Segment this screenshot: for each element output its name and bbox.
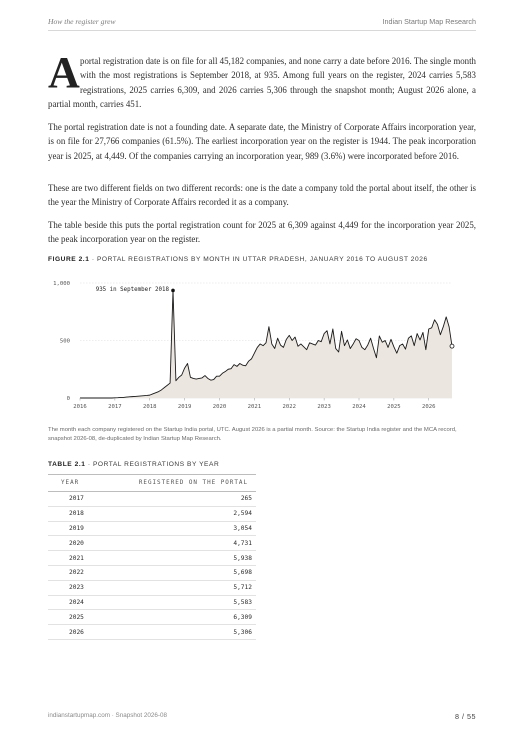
drop-cap: A <box>48 48 80 97</box>
figure-caption: The month each company registered on the Startup India portal, UTC. August 2026 is a partial month. Source: the Startup India register and the MCA record, snapshot 2026-08, de-duplicated by Indian Startup Map Research. <box>48 427 457 443</box>
table-row <box>48 565 256 580</box>
x-tick-label: 2026 <box>422 404 436 410</box>
chart-svg <box>48 272 476 420</box>
cell-year: 2026 <box>48 625 97 640</box>
x-tick-label: 2024 <box>352 404 366 410</box>
partial-month-marker <box>450 344 454 348</box>
cell-registered: 5,583 <box>97 595 256 610</box>
cell-registered: 5,698 <box>97 565 256 580</box>
cell-registered: 4,731 <box>97 536 256 551</box>
running-head-title: How the register grew <box>48 17 116 26</box>
x-tick-label: 2022 <box>282 404 296 410</box>
x-tick-label: 2021 <box>247 404 262 410</box>
y-tick-label: 0 <box>66 396 70 402</box>
cell-year: 2023 <box>48 580 97 595</box>
paragraph-1-text: portal registration date is on file for all 45,182 companies, and none carry a date before 2016. The single month with the most registrations is September 2018, at 935. Among full years on the register, 2024 carries 5,583 registrations, 2025 carries 6,309, and 2026 carries 5,306 through the snapshot month; August 2026 alone, a partial month, carries 451. <box>48 56 476 109</box>
paragraph-2: The portal registration date is not a founding date. A separate date, the Ministry of Corporate Affairs incorporation year, is on file for 27,766 companies (61.5%). The earliest incorporation year on the register is 1944. The peak incorporation year is 2025, at 4,449. Of the companies carrying an incorporation year, 989 (3.6%) were incorporated before 2016. <box>48 122 476 161</box>
table-row <box>48 521 256 536</box>
page-footer <box>48 712 476 721</box>
table-row <box>48 580 256 595</box>
table-row <box>48 551 256 566</box>
page-number: 8 / 55 <box>455 712 476 721</box>
table-label <box>48 461 219 468</box>
header-rule <box>48 30 476 31</box>
x-tick-label: 2019 <box>177 404 192 410</box>
y-tick-label: 1,000 <box>53 281 70 287</box>
peak-annotation: 935 in September 2018 <box>95 286 169 293</box>
table-row <box>48 610 256 625</box>
cell-year: 2018 <box>48 506 97 521</box>
cell-registered: 5,306 <box>97 625 256 640</box>
cell-registered: 265 <box>97 492 256 507</box>
table-row <box>48 506 256 521</box>
figure-title: · PORTAL REGISTRATIONS BY MONTH IN UTTAR PRADESH, JANUARY 2016 TO AUGUST 2026 <box>91 256 428 263</box>
cell-registered: 5,712 <box>97 580 256 595</box>
cell-year: 2024 <box>48 595 97 610</box>
col-header-year: YEAR <box>48 475 97 492</box>
table-row <box>48 595 256 610</box>
footer-source: indianstartupmap.com · Snapshot 2026-08 <box>48 712 168 719</box>
peak-marker <box>171 289 175 293</box>
registrations-chart <box>48 272 476 420</box>
cell-year: 2020 <box>48 536 97 551</box>
table-body <box>48 492 256 640</box>
cell-year: 2025 <box>48 610 97 625</box>
table-number: TABLE 2.1 <box>48 461 86 468</box>
registrations-table <box>48 474 256 640</box>
cell-registered: 5,938 <box>97 551 256 566</box>
area-fill <box>80 290 452 398</box>
cell-year: 2019 <box>48 521 97 536</box>
x-tick-label: 2020 <box>212 404 227 410</box>
paragraph-4: The table beside this puts the portal registration count for 2025 at 6,309 against 4,449 for the incorporation year 2025, the peak incorporation year on the register. <box>48 220 476 245</box>
cell-registered: 3,054 <box>97 521 256 536</box>
cell-registered: 6,309 <box>97 610 256 625</box>
cell-registered: 2,594 <box>97 506 256 521</box>
col-header-registered: REGISTERED ON THE PORTAL <box>97 475 256 492</box>
figure-number: FIGURE 2.1 <box>48 256 90 263</box>
table-row <box>48 536 256 551</box>
paragraph-3: These are two different fields on two different records: one is the date a company told the portal about itself, the other is the year the Ministry of Corporate Affairs recorded it as a company. <box>48 183 476 208</box>
table-header-row <box>48 475 256 492</box>
table-row <box>48 492 256 507</box>
x-tick-label: 2018 <box>143 404 157 410</box>
x-tick-label: 2025 <box>387 404 401 410</box>
cell-year: 2021 <box>48 551 97 566</box>
cell-year: 2022 <box>48 565 97 580</box>
cell-year: 2017 <box>48 492 97 507</box>
x-tick-label: 2016 <box>73 404 87 410</box>
x-tick-label: 2023 <box>317 404 331 410</box>
table-row <box>48 625 256 640</box>
figure-label <box>48 256 428 263</box>
running-head <box>48 17 476 26</box>
x-tick-label: 2017 <box>108 404 122 410</box>
table-title: · PORTAL REGISTRATIONS BY YEAR <box>87 461 220 468</box>
running-head-publisher: Indian Startup Map Research <box>382 17 476 26</box>
paragraph-1 <box>48 48 476 111</box>
y-tick-label: 500 <box>59 338 70 345</box>
